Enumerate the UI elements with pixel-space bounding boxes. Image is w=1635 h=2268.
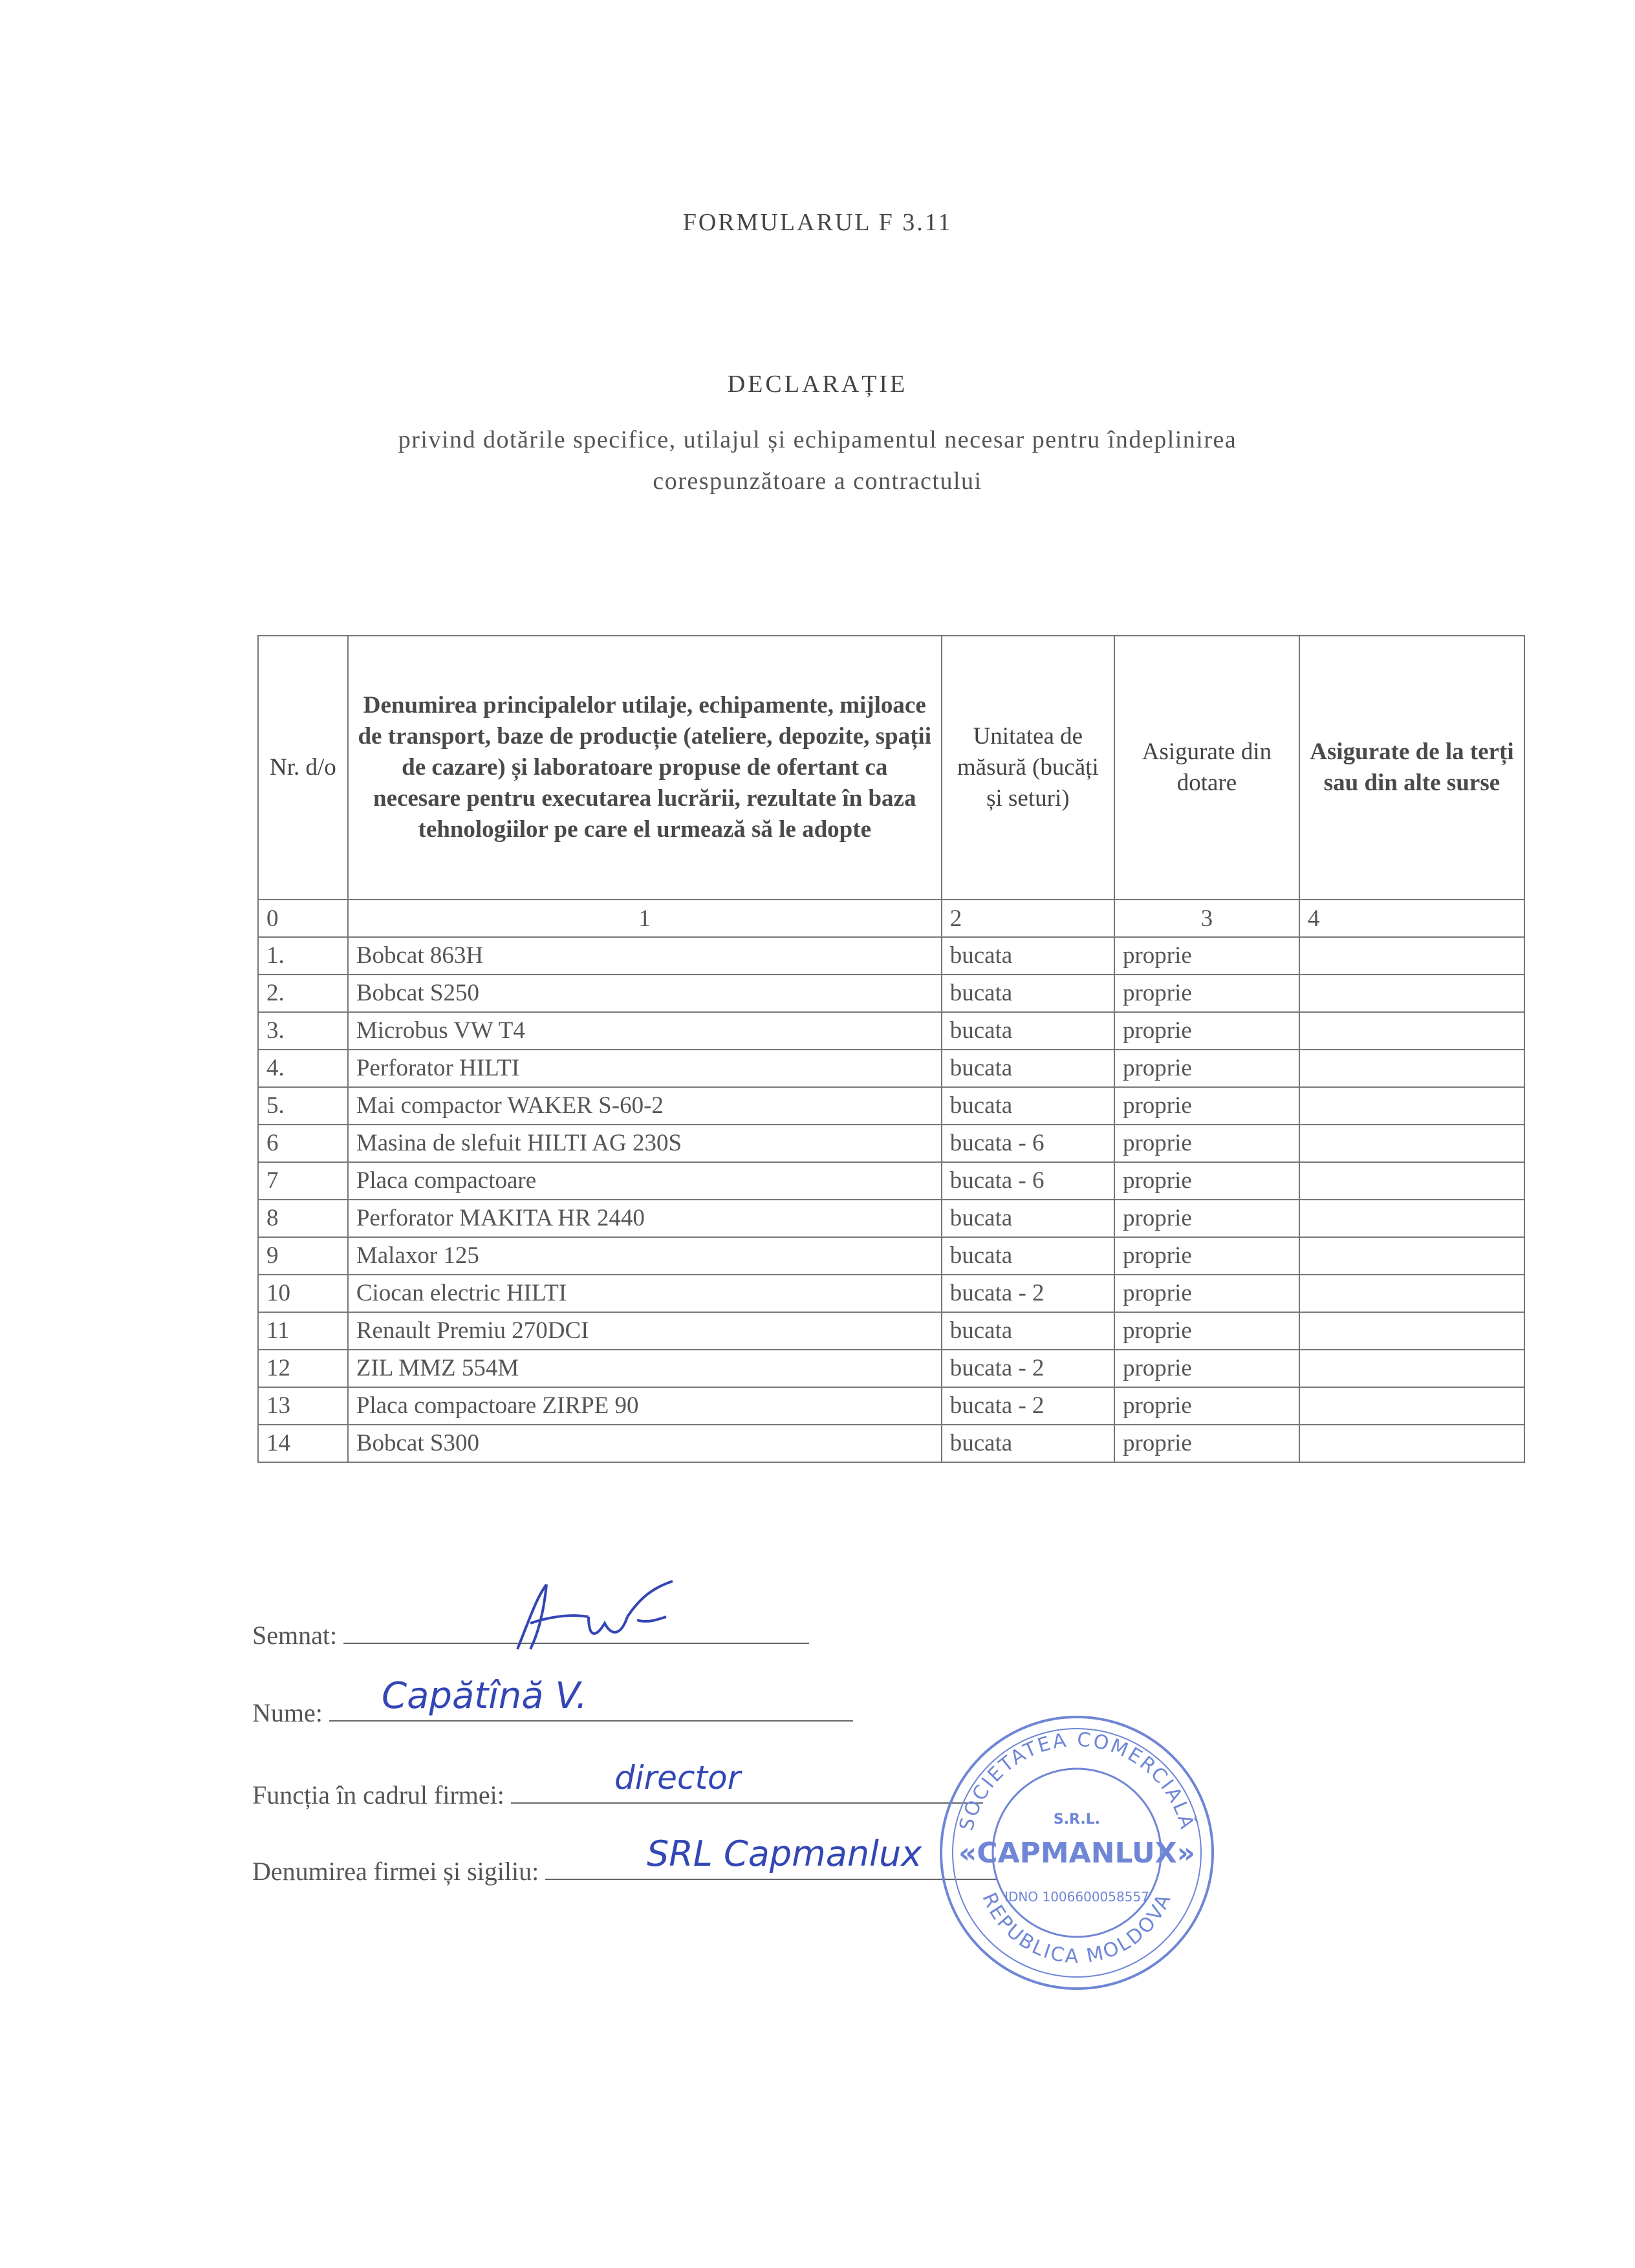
equipment-table bbox=[257, 635, 1525, 1463]
row-number: 5. bbox=[258, 1087, 348, 1125]
own-equipment: proprie bbox=[1114, 1312, 1299, 1350]
unit-of-measure: bucata - 2 bbox=[942, 1387, 1114, 1425]
stamp-company: «CAPMANLUX» bbox=[958, 1837, 1196, 1870]
unit-of-measure: bucata bbox=[942, 1425, 1114, 1462]
own-equipment: proprie bbox=[1114, 1125, 1299, 1162]
row-number: 10 bbox=[258, 1275, 348, 1312]
equipment-name: Renault Premiu 270DCI bbox=[348, 1312, 942, 1350]
equipment-name: Bobcat 863H bbox=[348, 937, 942, 975]
signature-scribble-icon bbox=[492, 1578, 711, 1662]
third-party-source bbox=[1299, 1125, 1524, 1162]
own-equipment: proprie bbox=[1114, 1087, 1299, 1125]
index-cell: 4 bbox=[1299, 900, 1524, 937]
table-row bbox=[258, 1087, 1524, 1125]
row-number: 7 bbox=[258, 1162, 348, 1200]
col-header-own: Asigurate din dotare bbox=[1114, 636, 1299, 900]
col-header-third: Asigurate de la terți sau din alte surse bbox=[1299, 636, 1524, 900]
stamp-idno: IDNO 1006600058557 bbox=[1004, 1889, 1149, 1905]
signed-label: Semnat: bbox=[252, 1621, 338, 1650]
row-number: 3. bbox=[258, 1012, 348, 1050]
own-equipment: proprie bbox=[1114, 1162, 1299, 1200]
stamp-top-text: SOCIETATEA COMERCIALĂ bbox=[955, 1728, 1199, 1833]
equipment-name: Perforator MAKITA HR 2440 bbox=[348, 1200, 942, 1237]
table-row bbox=[258, 1162, 1524, 1200]
stamp-type: S.R.L. bbox=[1053, 1811, 1101, 1828]
equipment-name: Mai compactor WAKER S-60-2 bbox=[348, 1087, 942, 1125]
equipment-name: Placa compactoare bbox=[348, 1162, 942, 1200]
unit-of-measure: bucata bbox=[942, 1012, 1114, 1050]
table-row bbox=[258, 1387, 1524, 1425]
unit-of-measure: bucata - 2 bbox=[942, 1350, 1114, 1387]
equipment-name: Bobcat S300 bbox=[348, 1425, 942, 1462]
unit-of-measure: bucata - 6 bbox=[942, 1125, 1114, 1162]
own-equipment: proprie bbox=[1114, 1012, 1299, 1050]
own-equipment: proprie bbox=[1114, 1425, 1299, 1462]
index-cell: 0 bbox=[258, 900, 348, 937]
row-number: 2. bbox=[258, 975, 348, 1012]
equipment-name: Ciocan electric HILTI bbox=[348, 1275, 942, 1312]
third-party-source bbox=[1299, 1387, 1524, 1425]
unit-of-measure: bucata bbox=[942, 975, 1114, 1012]
own-equipment: proprie bbox=[1114, 1275, 1299, 1312]
function-label: Funcția în cadrul firmei: bbox=[252, 1780, 504, 1809]
table-body bbox=[258, 937, 1524, 1462]
declaration-subtitle-line2: corespunzătoare a contractului bbox=[653, 468, 982, 495]
unit-of-measure: bucata - 2 bbox=[942, 1275, 1114, 1312]
table-row bbox=[258, 1200, 1524, 1237]
own-equipment: proprie bbox=[1114, 1350, 1299, 1387]
table-row bbox=[258, 1350, 1524, 1387]
third-party-source bbox=[1299, 1012, 1524, 1050]
table-row bbox=[258, 1312, 1524, 1350]
row-number: 8 bbox=[258, 1200, 348, 1237]
row-number: 1. bbox=[258, 937, 348, 975]
equipment-name: Masina de slefuit HILTI AG 230S bbox=[348, 1125, 942, 1162]
row-number: 4. bbox=[258, 1050, 348, 1087]
own-equipment: proprie bbox=[1114, 937, 1299, 975]
index-cell: 2 bbox=[942, 900, 1114, 937]
third-party-source bbox=[1299, 1162, 1524, 1200]
own-equipment: proprie bbox=[1114, 1387, 1299, 1425]
col-header-unit: Unitatea de măsură (bucăți și seturi) bbox=[942, 636, 1114, 900]
equipment-name: ZIL MMZ 554M bbox=[348, 1350, 942, 1387]
table-row bbox=[258, 1275, 1524, 1312]
declaration-subtitle-line1: privind dotările specifice, utilajul și echipamentul necesar pentru îndeplinirea bbox=[398, 426, 1237, 453]
equipment-name: Bobcat S250 bbox=[348, 975, 942, 1012]
table-row bbox=[258, 1237, 1524, 1275]
row-number: 6 bbox=[258, 1125, 348, 1162]
row-number: 9 bbox=[258, 1237, 348, 1275]
row-number: 13 bbox=[258, 1387, 348, 1425]
index-cell: 1 bbox=[348, 900, 942, 937]
form-code: FORMULARUL F 3.11 bbox=[682, 209, 953, 236]
unit-of-measure: bucata bbox=[942, 1200, 1114, 1237]
function-line bbox=[511, 1796, 983, 1804]
unit-of-measure: bucata bbox=[942, 1050, 1114, 1087]
equipment-name: Microbus VW T4 bbox=[348, 1012, 942, 1050]
third-party-source bbox=[1299, 1237, 1524, 1275]
equipment-name: Malaxor 125 bbox=[348, 1237, 942, 1275]
table-row bbox=[258, 1425, 1524, 1462]
table-row bbox=[258, 975, 1524, 1012]
table-row bbox=[258, 1050, 1524, 1087]
name-handwritten: Capătînă V. bbox=[382, 1675, 588, 1717]
unit-of-measure: bucata bbox=[942, 1087, 1114, 1125]
declaration-title: DECLARAȚIE bbox=[727, 371, 908, 398]
third-party-source bbox=[1299, 1050, 1524, 1087]
own-equipment: proprie bbox=[1114, 1237, 1299, 1275]
index-cell: 3 bbox=[1114, 900, 1299, 937]
third-party-source bbox=[1299, 1425, 1524, 1462]
own-equipment: proprie bbox=[1114, 975, 1299, 1012]
equipment-name: Perforator HILTI bbox=[348, 1050, 942, 1087]
row-number: 11 bbox=[258, 1312, 348, 1350]
function-handwritten: director bbox=[614, 1759, 741, 1797]
unit-of-measure: bucata bbox=[942, 937, 1114, 975]
company-stamp bbox=[931, 1707, 1222, 1998]
stamp-seal-icon bbox=[931, 1707, 1222, 1998]
own-equipment: proprie bbox=[1114, 1200, 1299, 1237]
unit-of-measure: bucata bbox=[942, 1312, 1114, 1350]
table-row bbox=[258, 1012, 1524, 1050]
third-party-source bbox=[1299, 1312, 1524, 1350]
company-label: Denumirea firmei și sigiliu: bbox=[252, 1857, 539, 1886]
name-label: Nume: bbox=[252, 1698, 323, 1727]
table-header-row bbox=[258, 636, 1524, 900]
third-party-source bbox=[1299, 1200, 1524, 1237]
own-equipment: proprie bbox=[1114, 1050, 1299, 1087]
third-party-source bbox=[1299, 1350, 1524, 1387]
equipment-name: Placa compactoare ZIRPE 90 bbox=[348, 1387, 942, 1425]
col-header-name: Denumirea principalelor utilaje, echipamente, mijloace de transport, baze de producție (ateliere, depozite, spații de cazare) și laboratoare propuse de ofertant ca necesare pentru executarea lucrării, rezultate în baza tehnologiilor pe care el urmează să le adopte bbox=[348, 636, 942, 900]
table-row bbox=[258, 937, 1524, 975]
third-party-source bbox=[1299, 937, 1524, 975]
third-party-source bbox=[1299, 1087, 1524, 1125]
table-row bbox=[258, 1125, 1524, 1162]
stamp-bottom-text: REPUBLICA MOLDOVA bbox=[977, 1889, 1176, 1969]
third-party-source bbox=[1299, 1275, 1524, 1312]
unit-of-measure: bucata bbox=[942, 1237, 1114, 1275]
row-number: 14 bbox=[258, 1425, 348, 1462]
third-party-source bbox=[1299, 975, 1524, 1012]
unit-of-measure: bucata - 6 bbox=[942, 1162, 1114, 1200]
table-index-row bbox=[258, 900, 1524, 937]
col-header-nr: Nr. d/o bbox=[258, 636, 348, 900]
company-handwritten: SRL Capmanlux bbox=[647, 1833, 922, 1874]
row-number: 12 bbox=[258, 1350, 348, 1387]
